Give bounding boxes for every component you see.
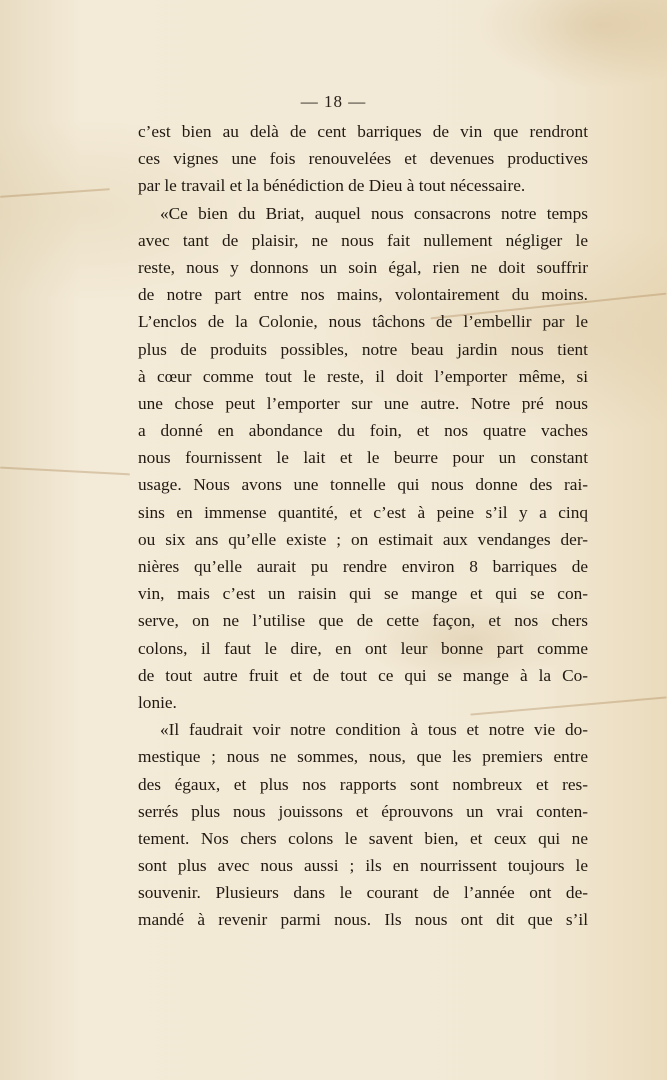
text-line: mestique ; nous ne sommes, nous, que les premiers entre — [138, 747, 588, 767]
text-line: de tout autre fruit et de tout ce qui se mange à la Co- — [138, 665, 588, 685]
text-line: serve, on ne l’utilise que de cette façon, et nos chers — [138, 611, 588, 631]
paper-stain — [0, 188, 110, 198]
text-line: a donné en abondance du foin, et nos quatre vaches — [138, 421, 588, 441]
text-line: reste, nous y donnons un soin égal, rien ne doit souffrir — [138, 257, 588, 277]
text-line: c’est bien au delà de cent barriques de vin que rendront — [138, 122, 588, 141]
body-text — [138, 118, 588, 934]
text-line: vin, mais c’est un raisin qui se mange et qui se con- — [138, 584, 588, 604]
text-line: des égaux, et plus nos rapports sont nombreux et res- — [138, 774, 588, 794]
text-line: lonie. — [138, 692, 177, 712]
text-line: sins en immense quantité, et c’est à peine s’il y a cinq — [138, 502, 588, 522]
text-line: L’enclos de la Colonie, nous tâchons de l’embellir par le — [138, 312, 588, 332]
paper-stain — [0, 467, 130, 476]
text-line: ou six ans qu’elle existe ; on estimait aux vendanges der- — [138, 529, 588, 549]
text-line: nous fournissent le lait et le beurre pour un constant — [138, 448, 588, 468]
text-line: sont plus avec nous aussi ; ils en nourrissent toujours le — [138, 856, 588, 876]
paragraph-start-line: «Il faudrait voir notre condition à tous et notre vie do- — [160, 720, 588, 740]
text-line: une chose peut l’emporter sur une autre. Notre pré nous — [138, 393, 588, 413]
page-number: — 18 — — [300, 92, 367, 111]
text-line: colons, il faut le dire, en ont leur bonne part comme — [138, 638, 588, 658]
text-line: avec tant de plaisir, ne nous fait nullement négliger le — [138, 230, 588, 250]
text-line: nières qu’elle aurait pu rendre environ 8 barriques de — [138, 557, 588, 576]
text-line: serrés plus nous jouissons et éprouvons un vrai conten- — [138, 801, 588, 821]
text-line: de notre part entre nos mains, volontairement du moins. — [138, 285, 588, 305]
text-line: tement. Nos chers colons le savent bien, et ceux qui ne — [138, 828, 588, 848]
text-line: ces vignes une fois renouvelées et devenues productives — [138, 149, 588, 169]
text-line: plus de produits possibles, notre beau jardin nous tient — [138, 339, 588, 359]
text-line: usage. Nous avons une tonnelle qui nous donne des rai- — [138, 475, 588, 495]
text-line: souvenir. Plusieurs dans le courant de l’année ont de- — [138, 883, 588, 903]
text-line: mandé à revenir parmi nous. Ils nous ont dit que s’il — [138, 910, 588, 930]
text-line: par le travail et la bénédiction de Dieu à tout nécessaire. — [138, 176, 526, 196]
text-line: à cœur comme tout le reste, il doit l’emporter même, si — [138, 366, 588, 386]
paragraph-start-line: «Ce bien du Briat, auquel nous consacrons notre temps — [160, 203, 588, 223]
